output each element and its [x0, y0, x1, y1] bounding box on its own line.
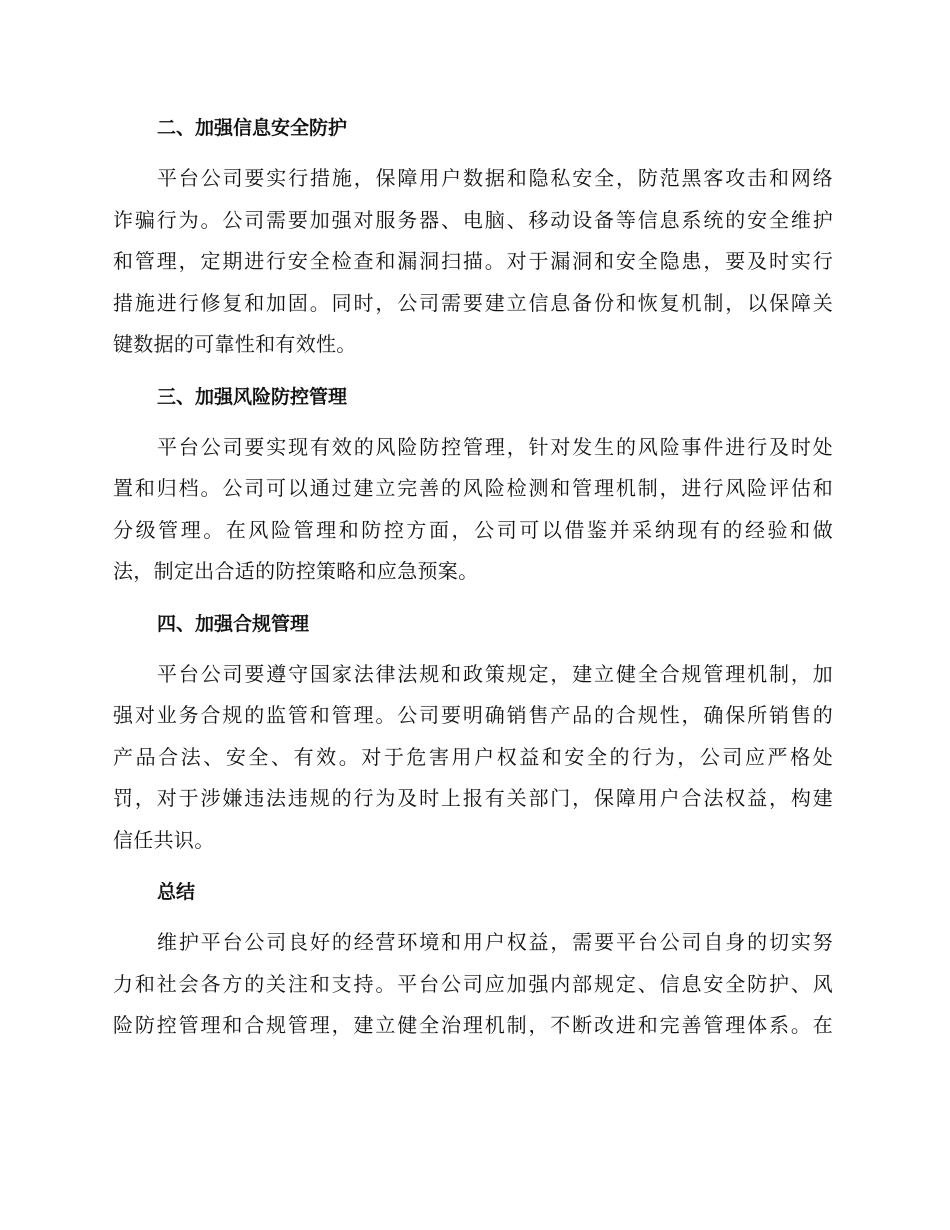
paragraph-line: 险防控管理和合规管理，建立健全治理机制，不断改进和完善管理体系。在	[113, 1013, 833, 1037]
section-paragraph-info-security	[113, 158, 833, 366]
paragraph-line: 平台公司要实现有效的风险防控管理，针对发生的风险事件进行及时处	[157, 434, 833, 459]
paragraph-line: 强对业务合规的监管和管理。公司要明确销售产品的合规性，确保所销售的	[113, 703, 833, 727]
paragraph-line: 和管理，定期进行安全检查和漏洞扫描。对于漏洞和安全隐患，要及时实行	[113, 249, 833, 273]
paragraph-line: 置和归档。公司可以通过建立完善的风险检测和管理机制，进行风险评估和	[113, 476, 833, 500]
section-paragraph-risk-control	[113, 427, 833, 593]
paragraph-line: 键数据的可靠性和有效性。	[113, 332, 357, 356]
section-heading-info-security: 二、加强信息安全防护	[157, 117, 348, 139]
section-paragraph-summary	[113, 922, 833, 1047]
section-heading-risk-control: 三、加强风险防控管理	[157, 385, 348, 408]
paragraph-line: 力和社会各方的关注和支持。平台公司应加强内部规定、信息安全防护、风	[113, 971, 833, 996]
document-body	[113, 108, 833, 1058]
paragraph-line: 信任共识。	[113, 827, 215, 852]
paragraph-line: 平台公司要实行措施，保障用户数据和隐私安全，防范黑客攻击和网络	[157, 166, 833, 190]
paragraph-line: 分级管理。在风险管理和防控方面，公司可以借鉴并采纳现有的经验和做	[113, 517, 833, 542]
paragraph-line: 法，制定出合适的防控策略和应急预案。	[113, 559, 479, 583]
section-heading-compliance: 四、加强合规管理	[157, 612, 310, 635]
paragraph-line: 产品合法、安全、有效。对于危害用户权益和安全的行为，公司应严格处	[113, 744, 833, 769]
section-heading-summary: 总结	[157, 881, 196, 903]
paragraph-line: 诈骗行为。公司需要加强对服务器、电脑、移动设备等信息系统的安全维护	[113, 207, 833, 232]
paragraph-line: 维护平台公司良好的经营环境和用户权益，需要平台公司自身的切实努	[157, 930, 833, 954]
paragraph-line: 措施进行修复和加固。同时，公司需要建立信息备份和恢复机制，以保障关	[113, 290, 833, 315]
section-paragraph-compliance	[113, 654, 833, 862]
paragraph-line: 罚，对于涉嫌违法违规的行为及时上报有关部门，保障用户合法权益，构建	[113, 786, 833, 810]
paragraph-line: 平台公司要遵守国家法律法规和政策规定，建立健全合规管理机制，加	[157, 661, 833, 686]
